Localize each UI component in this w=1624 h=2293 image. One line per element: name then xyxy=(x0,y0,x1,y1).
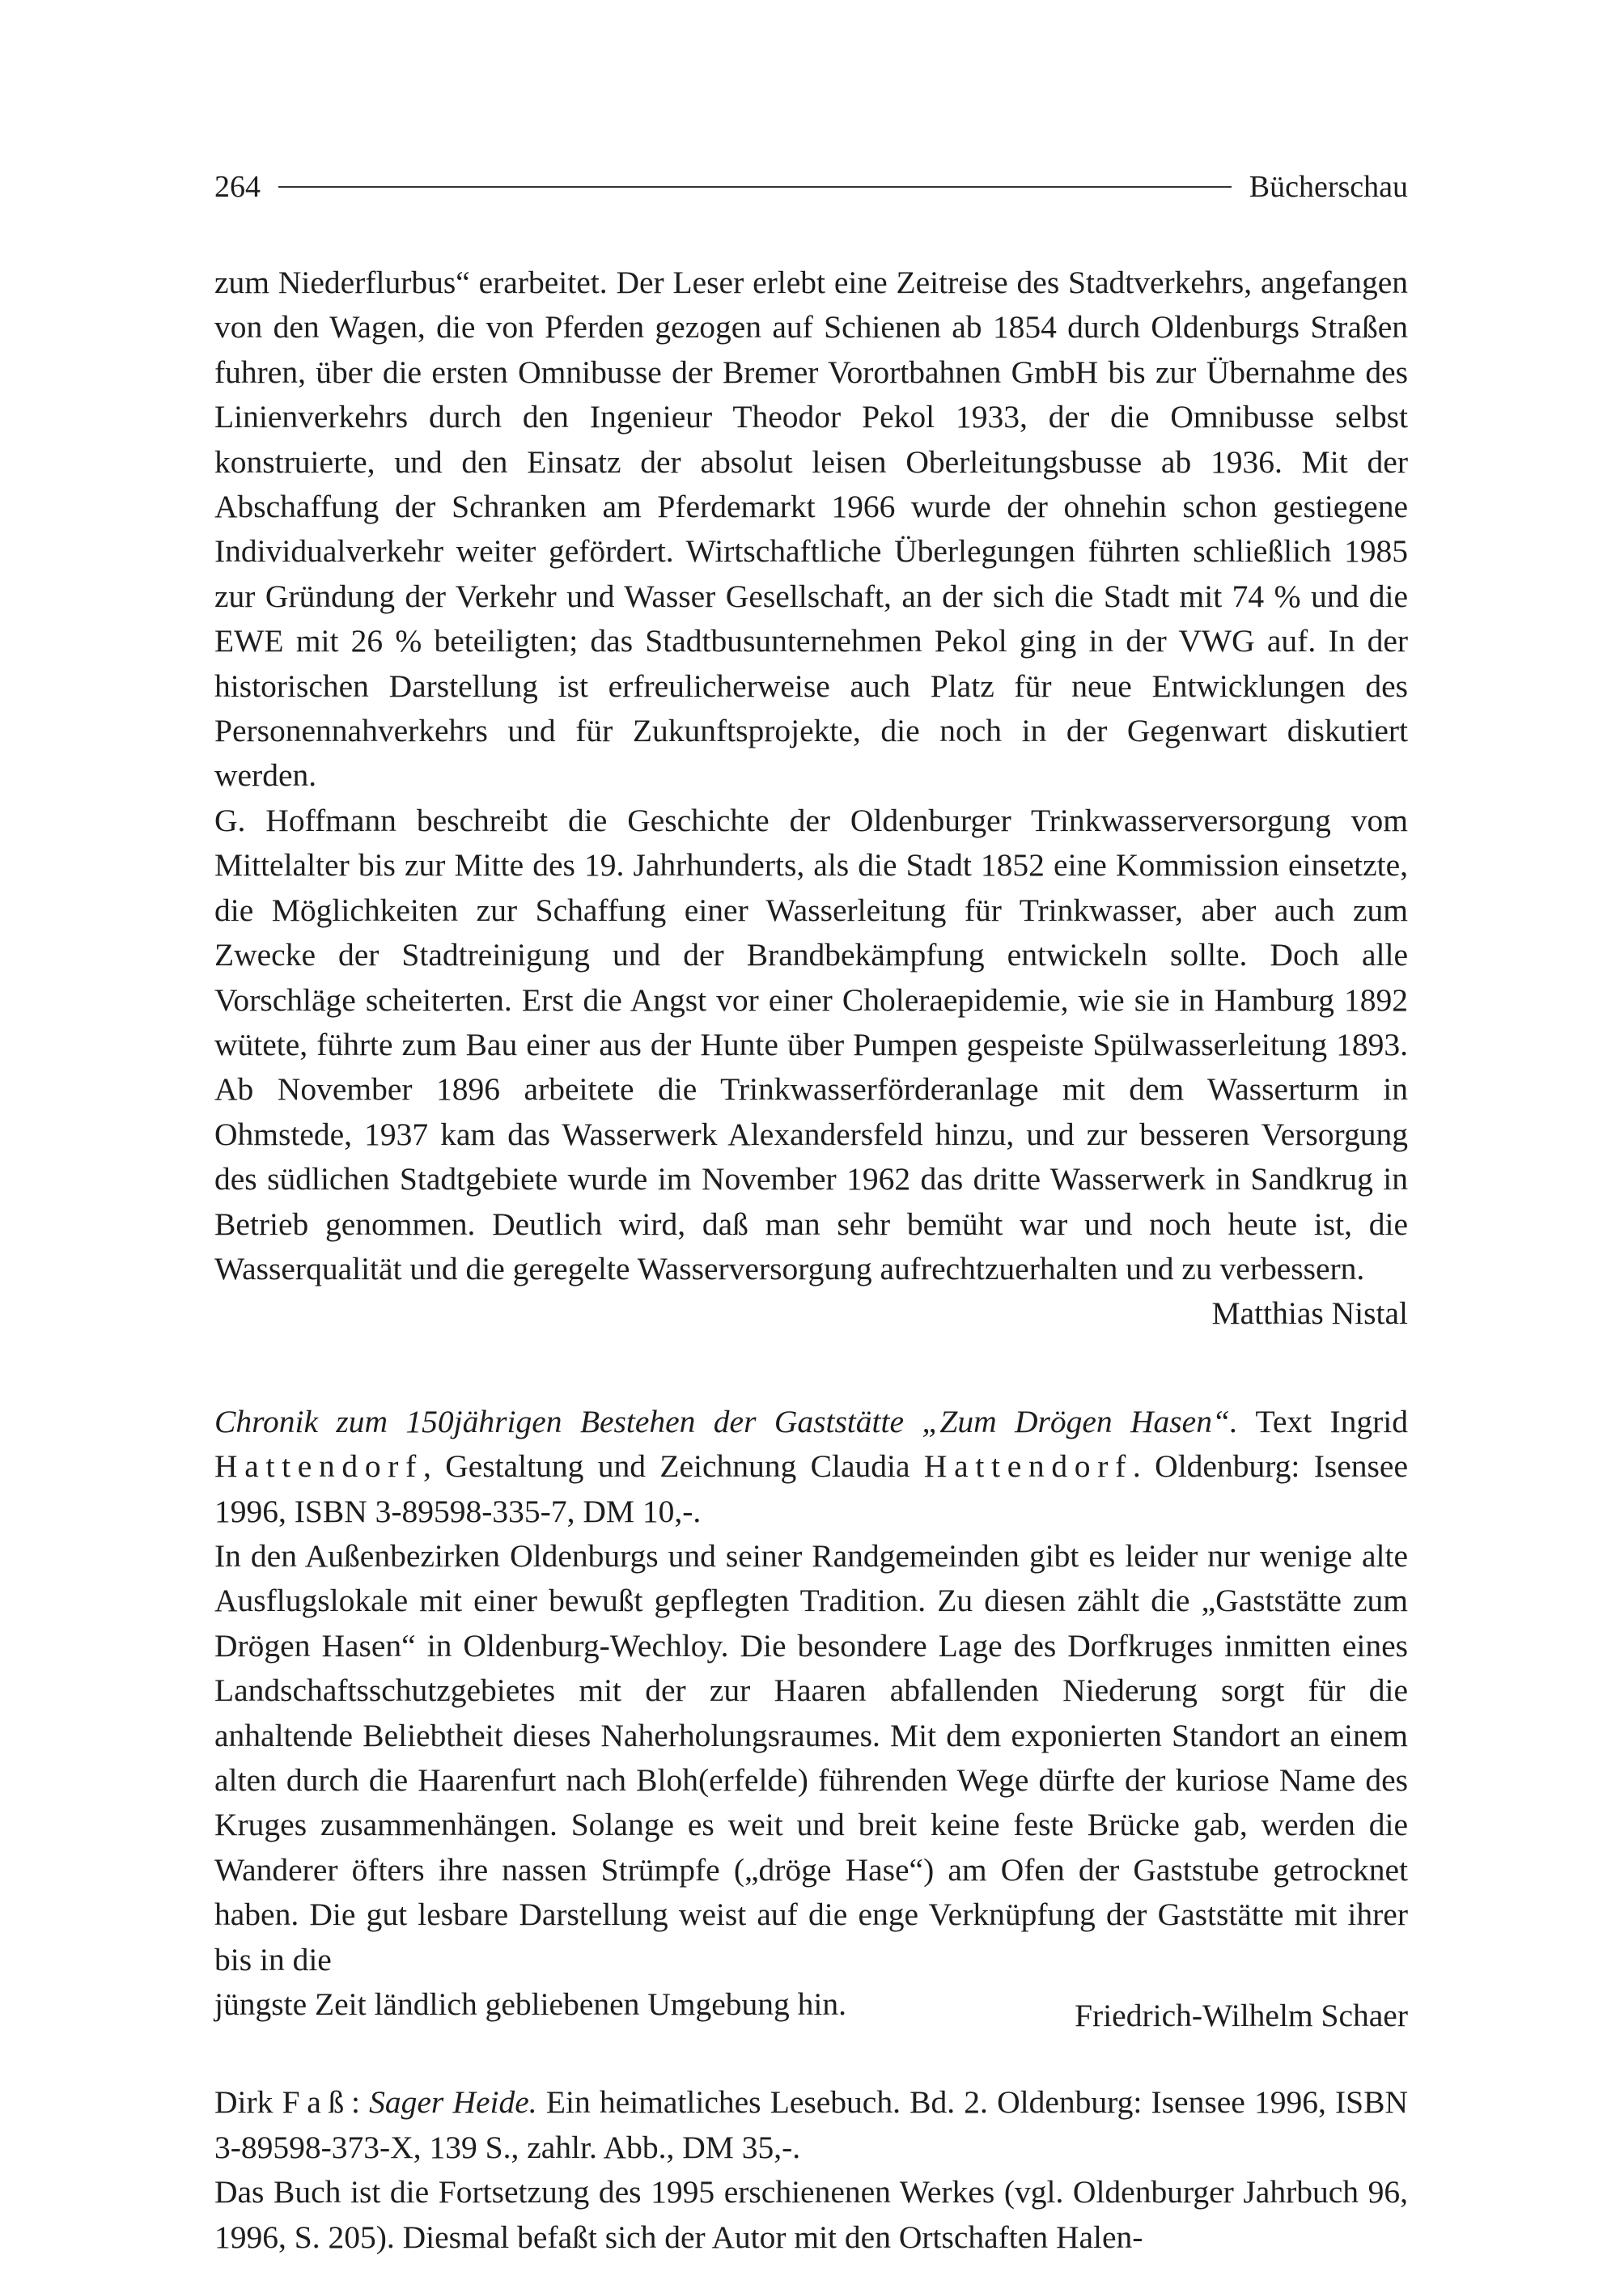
review3-paragraph: Das Buch ist die Fortsetzung des 1995 erschienenen Werkes (vgl. Oldenburger Jahrbuch 96, 1996, S. 205). Diesmal befaßt sich der Autor mit den Ortschaften Halen- xyxy=(214,2174,1408,2255)
review2-paragraph-end: jüngste Zeit ländlich gebliebenen Umgebung hin. xyxy=(214,1986,847,2023)
review2-credits: Text Ingrid xyxy=(1255,1403,1408,1439)
review1-signature: Matthias Nistal xyxy=(1211,1295,1408,1332)
review2-paragraph: In den Außenbezirken Oldenburgs und seiner Randgemeinden gibt es leider nur wenige alte Ausflugslokale mit einer bewußt gepflegten Tradition. Zu diesen zählt die „Gaststätte zum Drögen Hasen“ in Oldenburg-Wechloy. Die besondere Lage des Dorfkruges inmitten eines Landschaftsschutzgebietes mit der zur Haaren abfallenden Niederung sorgt für die anhaltende Beliebtheit dieses Naherholungsraumes. Mit dem exponierten Standort an einem alten durch die Haarenfurt nach Bloh(erfelde) führenden Wege dürfte der kuriose Name des Kruges zusammenhängen. Solange es weit und breit keine feste Brücke gab, werden die Wanderer öfters ihre nassen Strümpfe („dröge Hase“) am Ofen der Gaststube getrocknet haben. Die gut lesbare Darstellung weist auf die enge Verknüpfung der Gaststätte mit ihrer bis in die xyxy=(214,1537,1408,1977)
section-title: Bücherschau xyxy=(1249,170,1408,204)
review3-author-first: Dirk xyxy=(214,2084,273,2121)
review2-signature: Friedrich-Wilhelm Schaer xyxy=(1075,1998,1408,2034)
review3-publication: ISBN 3-89598-373-X, 139 S., zahlr. Abb., DM 35,-. xyxy=(214,2084,1409,2165)
review3-subtitle: Ein heimatliches Lesebuch. Bd. 2. Oldenburg: Isensee 1996, xyxy=(545,2084,1326,2121)
review2-author1: Hattendorf xyxy=(214,1448,423,1485)
body-text xyxy=(214,261,1408,2260)
review2-publication: Isensee 1996, ISBN 3-89598-335-7, DM 10,-. xyxy=(214,1448,1408,1529)
review2-credits-mid: , Gestaltung und Zeichnung Claudia xyxy=(423,1448,910,1485)
page-number: 264 xyxy=(214,170,261,204)
review2-credits-end: . Oldenburg: xyxy=(1132,1448,1300,1485)
review2-title: Chronik zum 150jährigen Bestehen der Gaststätte „Zum Drögen Hasen“. xyxy=(214,1403,1238,1439)
header-rule xyxy=(278,186,1232,188)
review2-author2: Hattendorf xyxy=(923,1448,1133,1485)
review1-paragraph-2: G. Hoffmann beschreibt die Geschichte der Oldenburger Trinkwasserversorgung vom Mittelalter bis zur Mitte des 19. Jahrhunderts, als die Stadt 1852 eine Kommission einsetzte, die Möglichkeiten zur Schaffung einer Wasserleitung für Trinkwasser, aber auch zum Zwecke der Stadtreinigung und der Brandbekämpfung entwickeln sollte. Doch alle Vorschläge scheiterten. Erst die Angst vor einer Choleraepidemie, wie sie in Hamburg 1892 wütete, führte zum Bau einer aus der Hunte über Pumpen gespeiste Spülwasserleitung 1893. Ab November 1896 arbeitete die Trinkwasserförderanlage mit dem Wasserturm in Ohmstede, 1937 kam das Wasserwerk Alexandersfeld hinzu, und zur besseren Versorgung des südlichen Stadtgebiete wurde im November 1962 das dritte Wasserwerk in Sandkrug in Betrieb genommen. Deutlich wird, daß man sehr bemüht war und noch heute ist, die Wasserqualität und die geregelte Wasserversorgung aufrechtzuerhalten und zu verbessern. xyxy=(214,802,1408,1286)
review2-last-line xyxy=(214,1982,1408,2034)
review1-paragraph-1: zum Niederflurbus“ erarbeitet. Der Leser erlebt eine Zeitreise des Stadtverkehrs, angefangen von den Wagen, die von Pferden gezogen auf Schienen ab 1854 durch Oldenburgs Straßen fuhren, über die ersten Omnibusse der Bremer Vorortbahnen GmbH bis zur Übernahme des Linienverkehrs durch den Ingenieur Theodor Pekol 1933, der die Omnibusse selbst konstruierte, und den Einsatz der absolut leisen Oberleitungsbusse ab 1936. Mit der Abschaffung der Schranken am Pferdemarkt 1966 wurde der ohnehin schon gestiegene Individualverkehr weiter gefördert. Wirtschaftliche Überlegungen führten schließlich 1985 zur Gründung der Verkehr und Wasser Gesellschaft, an der sich die Stadt mit 74 % und die EWE mit 26 % beteiligten; das Stadtbusunternehmen Pekol ging in der VWG auf. In der historischen Darstellung ist erfreulicherweise auch Platz für neue Entwicklungen des Personennahverkehrs und für Zukunftsprojekte, die noch in der Gegenwart diskutiert werden. xyxy=(214,265,1408,794)
review2-citation xyxy=(214,1400,1408,1534)
review3-author-last: Faß xyxy=(282,2084,351,2121)
review3-title: Sager Heide. xyxy=(369,2084,537,2121)
review3-citation: Dirk Faß: Sager Heide. Ein heimatliches Lesebuch. Bd. 2. Oldenburg: Isensee 1996, ISBN 3-89598-373-X, 139 S., zahlr. Abb., DM 35,-. xyxy=(214,2084,1409,2165)
running-header xyxy=(214,167,1408,207)
